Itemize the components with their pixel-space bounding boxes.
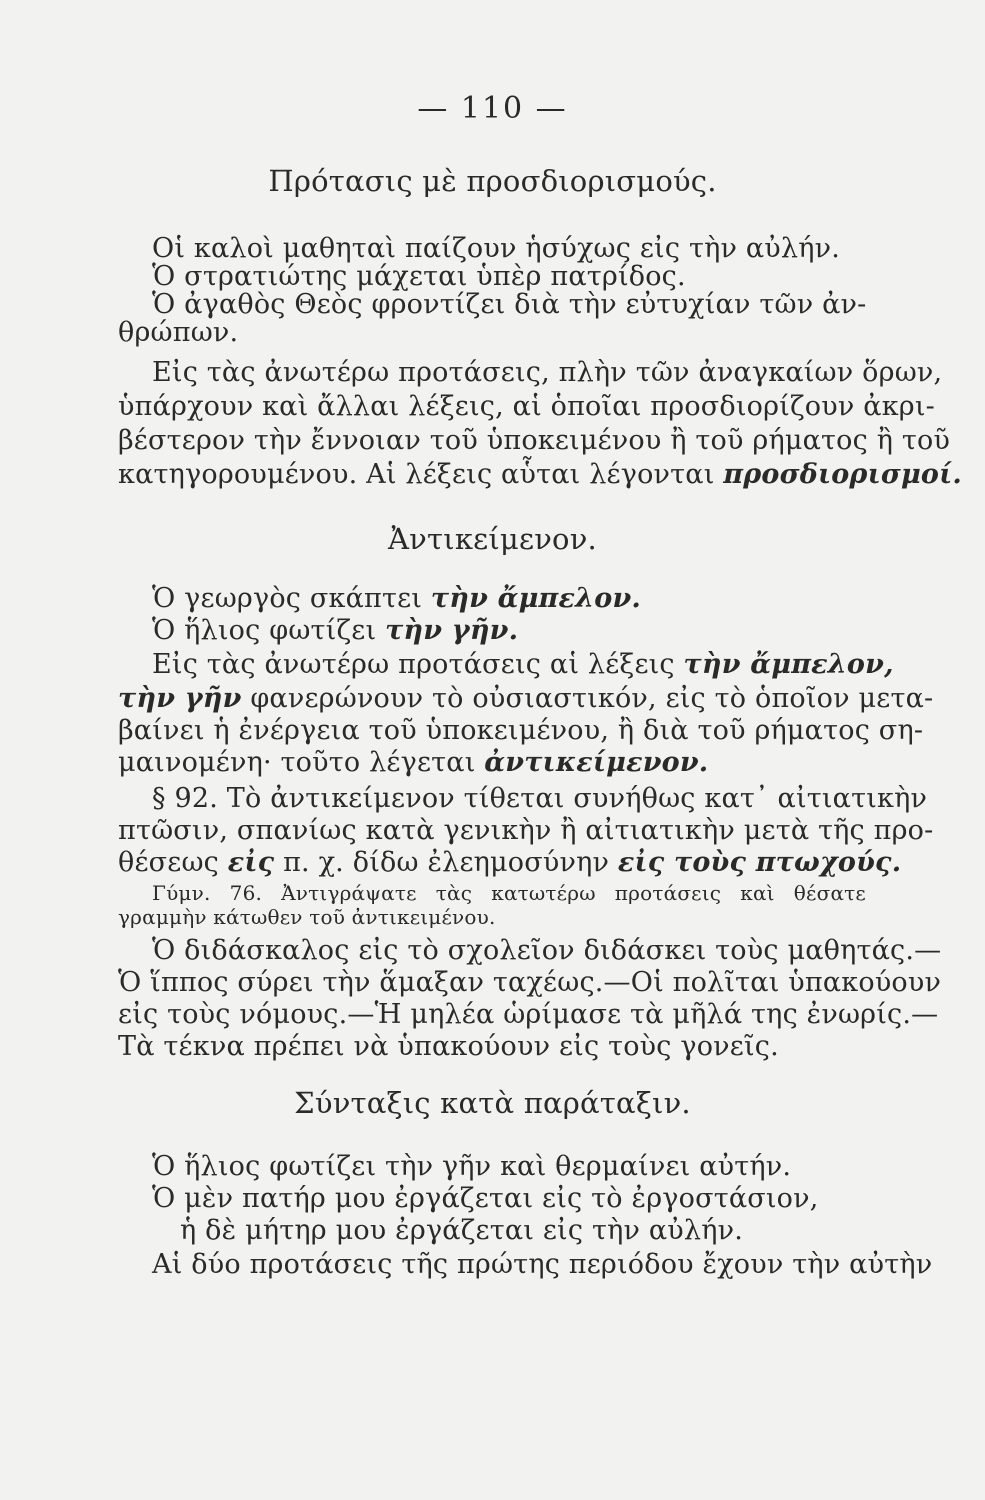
example-line: Ὁ μὲν πατήρ μου ἐργάζεται εἰς τὸ ἐργοστάσιον, — [152, 1183, 819, 1214]
paragraph-text: φανερώνουν τὸ οὐσιαστικόν, εἰς τὸ ὁποῖον μετα- — [241, 683, 934, 714]
paragraph-line: Αἱ δύο προτάσεις τῆς πρώτης περιόδου ἔχουν τὴν αὐτὴν — [152, 1249, 933, 1280]
paragraph-line: ὑπάρχουν καὶ ἄλλαι λέξεις, αἱ ὁποῖαι προσδιορίζουν ἀκρι- — [118, 391, 935, 422]
example-object: τὴν ἄμπελον. — [430, 583, 641, 614]
emphasis: εἰς — [227, 847, 275, 878]
section-title-parataxis: Σύνταξις κατὰ παράταξιν. — [294, 1086, 691, 1120]
paragraph-line: βέστερον τὴν ἔννοιαν τοῦ ὑποκειμένου ἢ τοῦ ρήματος ἢ τοῦ — [118, 425, 951, 456]
term-object: ἀντικείμενον. — [484, 747, 709, 778]
emphasis: τὴν γῆν — [118, 683, 242, 714]
example-line: Ὁ ἥλιος φωτίζει τὴν γῆν καὶ θερμαίνει αὐτήν. — [152, 1151, 792, 1182]
example-line: θρώπων. — [118, 317, 239, 348]
paragraph-text: θέσεως — [118, 847, 228, 878]
emphasis: τὴν ἄμπελον, — [683, 649, 894, 680]
example-line: Ὁ στρατιώτης μάχεται ὑπὲρ πατρίδος. — [152, 261, 686, 292]
section-92-line: § 92. Τὸ ἀντικείμενον τίθεται συνήθως κατ᾽ αἰτιατικὴν — [152, 783, 928, 814]
paragraph-line — [118, 746, 866, 780]
example-line: Ὁ ἀγαθὸς Θεὸς φροντίζει διὰ τὴν εὐτυχίαν τῶν ἀν- — [152, 289, 867, 320]
paragraph-text: μαινομένη· τοῦτο λέγεται — [118, 747, 485, 778]
exercise-sentence: Ὁ διδάσκαλος εἰς τὸ σχολεῖον διδάσκει τοὺς μαθητάς.— — [152, 935, 942, 966]
paragraph-text: Εἰς τὰς ἀνωτέρω προτάσεις αἱ λέξεις — [152, 649, 684, 680]
exercise-line: γραμμὴν κάτωθεν τοῦ ἀντικειμένου. — [118, 905, 496, 929]
example-line: Οἱ καλοὶ μαθηταὶ παίζουν ἡσύχως εἰς τὴν αὐλήν. — [152, 233, 840, 264]
exercise-sentence: Ὁ ἵππος σύρει τὴν ἅμαξαν ταχέως.—Οἱ πολῖται ὑπακούουν — [118, 967, 942, 998]
paragraph-text: κατηγορουμένου. Αἱ λέξεις αὗται λέγονται — [118, 459, 724, 490]
example-line: ἡ δὲ μήτηρ μου ἐργάζεται εἰς τὴν αὐλήν. — [180, 1215, 743, 1246]
exercise-sentence: εἰς τοὺς νόμους.—Ἡ μηλέα ὡρίμασε τὰ μῆλά της ἐνωρίς.— — [118, 999, 939, 1030]
example-text: Ὁ γεωργὸς σκάπτει — [152, 583, 431, 614]
term-determiners: προσδιορισμοί. — [723, 459, 962, 490]
example-line — [152, 582, 866, 616]
exercise-sentence: Τὰ τέκνα πρέπει νὰ ὑπακούουν εἰς τοὺς γονεῖς. — [118, 1031, 779, 1062]
section-title-object: Ἀντικείμενον. — [388, 522, 597, 556]
paragraph-line — [152, 648, 894, 682]
paragraph-line: βαίνει ἡ ἐνέργεια τοῦ ὑποκειμένου, ἢ διὰ τοῦ ρήματος ση- — [118, 715, 924, 746]
emphasis: εἰς τοὺς πτωχούς. — [617, 847, 902, 878]
example-text: Ὁ ἥλιος φωτίζει — [152, 615, 386, 646]
section-92-line: πτῶσιν, σπανίως κατὰ γενικὴν ἢ αἰτιατικὴν μετὰ τῆς προ- — [118, 815, 934, 846]
paragraph-line: Εἰς τὰς ἀνωτέρω προτάσεις, πλὴν τῶν ἀναγκαίων ὅρων, — [152, 357, 943, 388]
section-92-line — [118, 846, 902, 880]
paragraph-line — [118, 682, 934, 716]
example-object: τὴν γῆν. — [385, 615, 519, 646]
paragraph-text: π. χ. δίδω ἐλεημοσύνην — [274, 847, 618, 878]
exercise-line: Γύμν. 76. Ἀντιγράψατε τὰς κατωτέρω προτάσεις καὶ θέσατε — [152, 881, 866, 905]
section-title-determiners: Πρότασις μὲ προσδιορισμούς. — [268, 164, 717, 198]
paragraph-line — [118, 458, 962, 492]
page-number: — 110 — — [417, 91, 568, 126]
example-line — [152, 614, 866, 648]
